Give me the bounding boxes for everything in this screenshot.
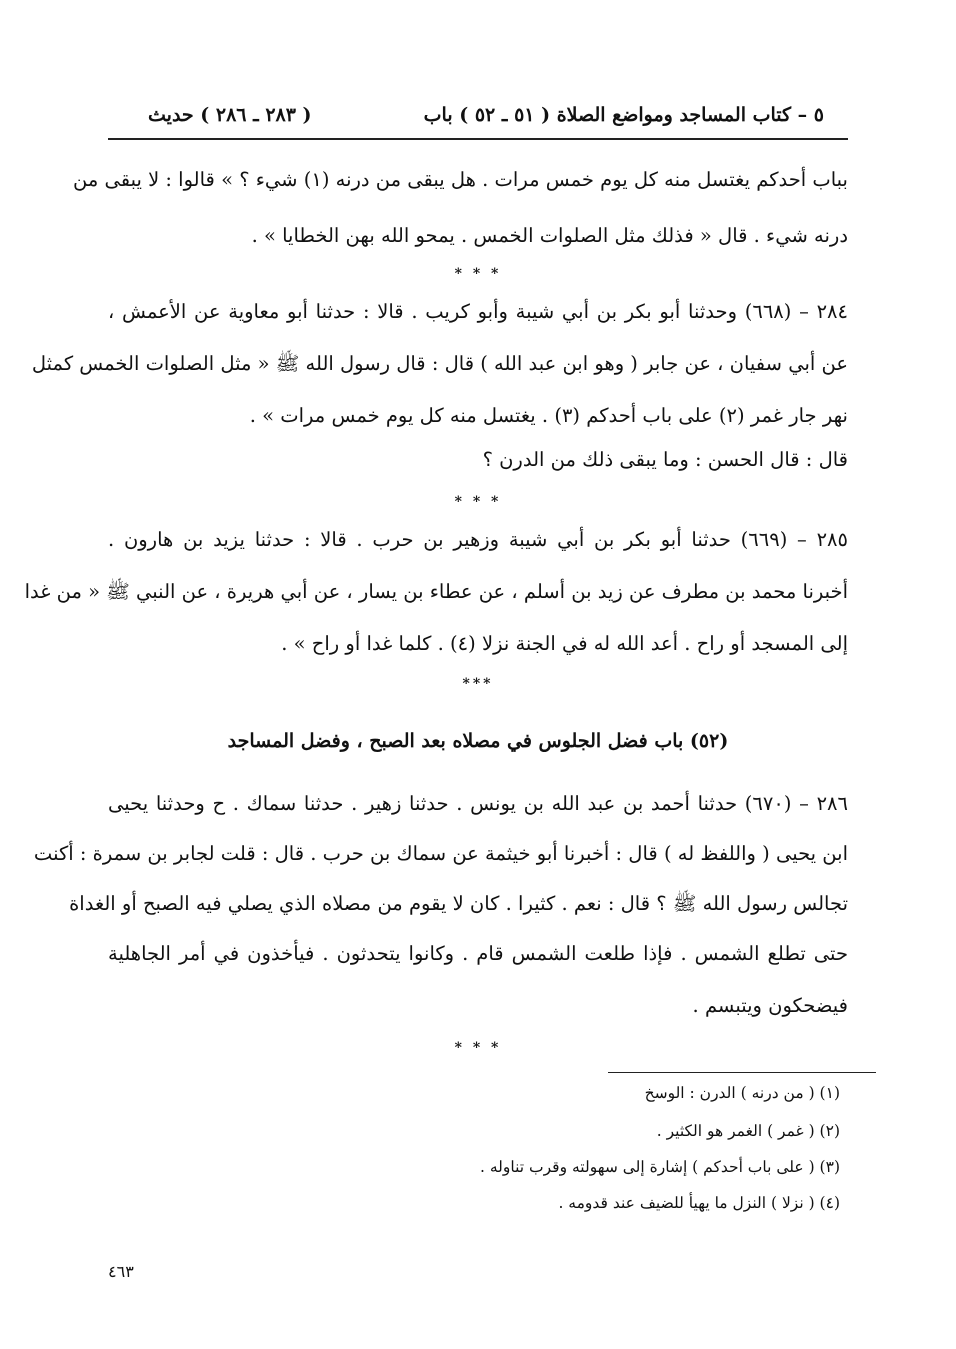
text-line: حتى تطلع الشمس . فإذا طلعت الشمس قام . وكانوا يتحدثون . فيأخذون في أمر الجاهلية [108,942,848,965]
text-line: فيضحكون ويتبسم . [692,994,848,1017]
running-head-title: ٥ – كتاب المساجد ومواضع الصلاة ( ٥١ ـ ٥٢ ) باب [423,104,824,126]
text-line: تجالس رسول الله ﷺ ؟ قال : نعم . كثيرا . كان لا يقوم من مصلاه الذي يصلي فيه الصبح أو الغداة [69,892,848,915]
hadith-285-line: ٢٨٥ – (٦٦٩) حدثنا أبو بكر بن أبي شيبة وزهير بن حرب . قالا : حدثنا يزيد بن هارون . [108,528,848,551]
text-line: قال : قال الحسن : وما يبقى ذلك من الدرن ؟ [482,448,848,471]
footnote: (٤) ( نزلا ) النزل ما يهيأ للضيف عند قدومه . [558,1194,840,1212]
section-separator: * * * [454,1040,502,1056]
footnote: (١) ( من درنه ) الدرن : الوسخ [644,1084,840,1102]
section-separator: * * * [454,494,502,510]
hadith-284-line: ٢٨٤ – (٦٦٨) وحدثنا أبو بكر بن أبي شيبة وأبو كريب . قالا : حدثنا أبو معاوية عن الأعمش ، [108,300,848,323]
chapter-heading: (٥٢) باب فضل الجلوس في مصلاه بعد الصبح ، وفضل المساجد [227,730,729,752]
text-line: إلى المسجد أو راح . أعد الله له في الجنة نزلا (٤) . كلما غدا أو راح » . [281,632,848,655]
footnote: (٢) ( غمر ) الغمر هو الكثير . [656,1122,840,1140]
section-separator: * * * [454,266,502,282]
text-line: نهر جار غمر (٢) على باب أحدكم (٣) . يغتسل منه كل يوم خمس مرات » . [249,404,848,427]
text-line: أخبرنا محمد بن مطرف عن زيد بن أسلم ، عن عطاء بن يسار ، عن أبي هريرة ، عن النبي ﷺ « من غدا [24,580,848,603]
page-number: ٤٦٣ [108,1262,134,1281]
text-line: ابن يحيى ( واللفظ له ) قال : أخبرنا أبو خيثمة عن سماك بن حرب . قال : قلت لجابر بن سمرة : أكنت [33,842,848,865]
header-rule [108,138,848,140]
running-head-hadith-range: ( ٢٨٣ ـ ٢٨٦ ) حديث [148,104,312,126]
hadith-286-line: ٢٨٦ – (٦٧٠) حدثنا أحمد بن عبد الله بن يونس . حدثنا زهير . حدثنا سماك . ح وحدثنا يحيى [108,792,848,815]
text-line: درنه شيء . قال « فذلك مثل الصلوات الخمس . يمحو الله بهن الخطايا » . [251,224,848,247]
section-separator: *** [462,676,494,692]
text-line: بباب أحدكم يغتسل منه كل يوم خمس مرات . هل يبقى من درنه (١) شيء ؟ » قالوا : لا يبقى من [72,168,848,191]
text-line: عن أبي سفيان ، عن جابر ( وهو ابن عبد الله ) قال : قال رسول الله ﷺ « مثل الصلوات الخمس كمثل [31,352,848,375]
footnote-rule [608,1072,876,1073]
footnote: (٣) ( على باب أحدكم ) إشارة إلى سهولته وقرب تناوله . [480,1158,840,1176]
running-head [148,98,824,134]
